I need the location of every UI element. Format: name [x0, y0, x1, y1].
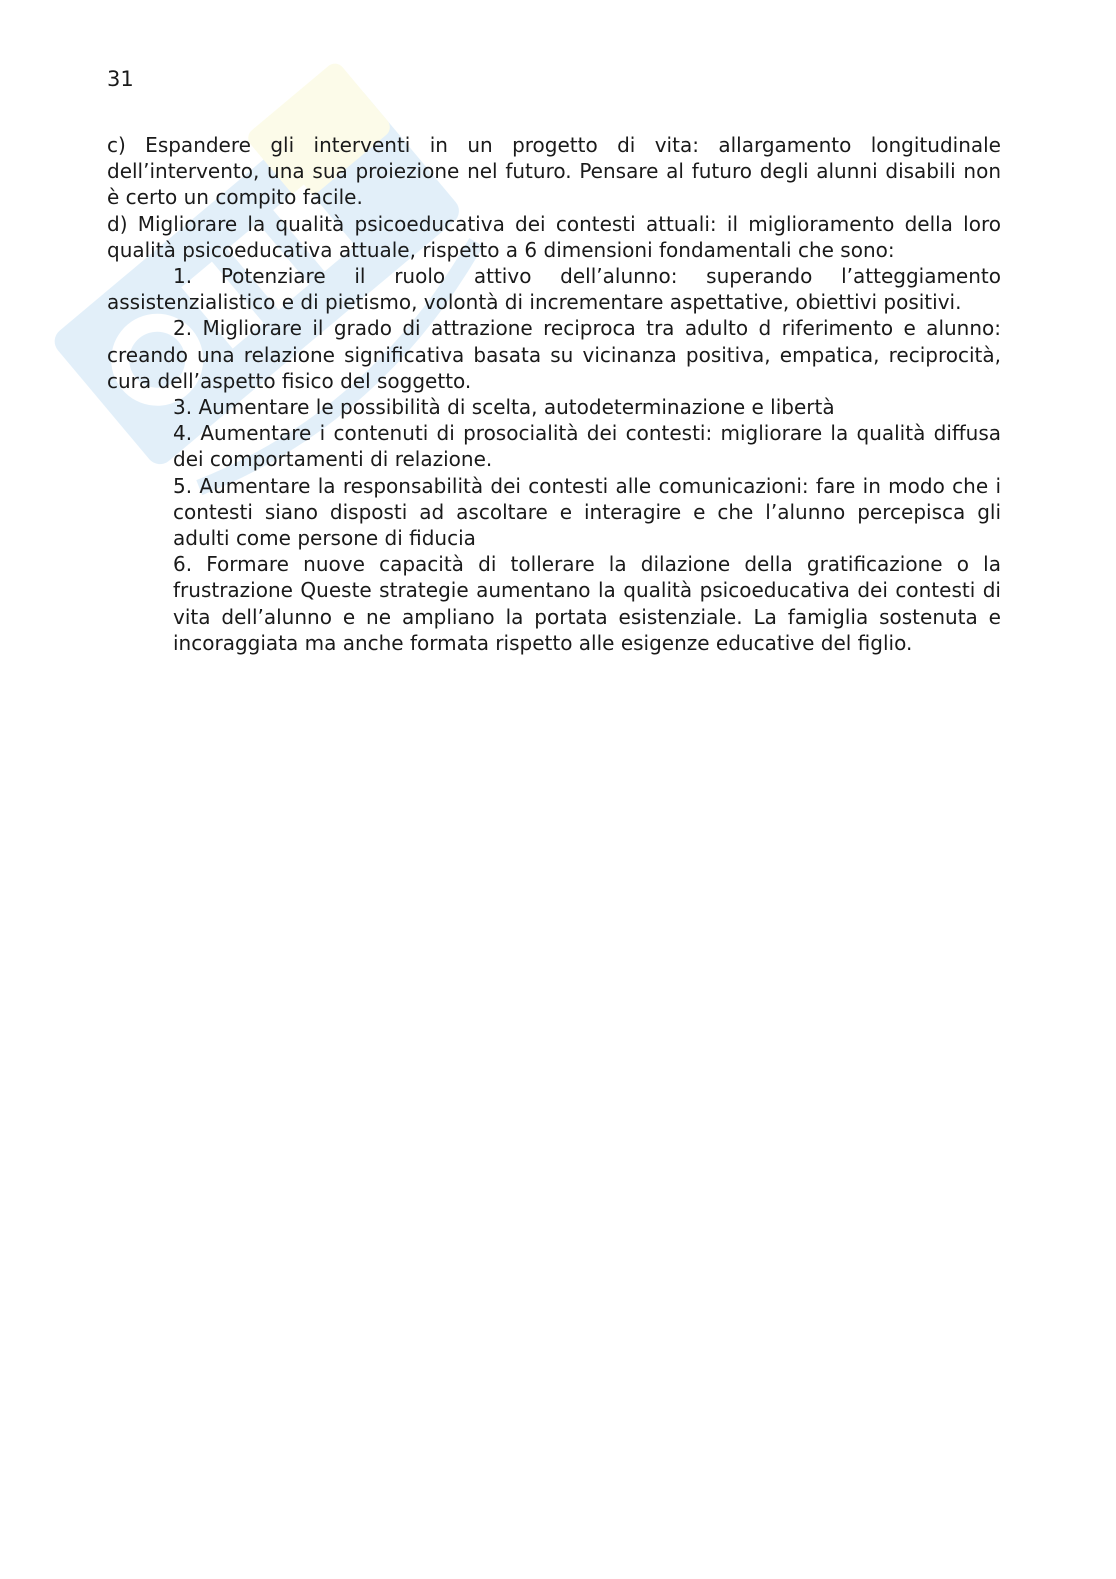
document-body: [107, 132, 1001, 656]
list-item-4: 4. Aumentare i contenuti di prosocialità dei contesti: migliorare la qualità diffusa dei comportamenti di relazione.: [173, 421, 1001, 472]
list-item-6: 6. Formare nuove capacità di tollerare la dilazione della gratificazione o la frustrazione Queste strategie aumentano la qualità psicoeducativa dei contesti di vita dell’alunno e ne ampliano la portata esistenziale. La famiglia sostenuta e incoraggiata ma anche formata rispetto alle esigenze educative del figlio.: [173, 552, 1001, 655]
list-item-1: 1. Potenziare il ruolo attivo dell’alunno: superando l’atteggiamento assistenzialistico e di pietismo, volontà di incrementare aspettative, obiettivi positivi.: [107, 264, 1001, 315]
page-number: 31: [107, 67, 134, 91]
paragraph-c: c) Espandere gli interventi in un progetto di vita: allargamento longitudinale dell’intervento, una sua proiezione nel futuro. Pensare al futuro degli alunni disabili non è certo un compito facile.: [107, 133, 1001, 210]
list-item-5: 5. Aumentare la responsabilità dei contesti alle comunicazioni: fare in modo che i contesti siano disposti ad ascoltare e interagire e che l’alunno percepisca gli adulti come persone di fiducia: [173, 473, 1001, 551]
list-item-3: 3. Aumentare le possibilità di scelta, autodeterminazione e libertà: [173, 395, 835, 420]
list-item-2: 2. Migliorare il grado di attrazione reciproca tra adulto d riferimento e alunno: creando una relazione significativa basata su vicinanza positiva, empatica, reciprocità, cura dell’aspetto fisico del soggetto.: [107, 316, 1001, 393]
paragraph-d: d) Migliorare la qualità psicoeducativa dei contesti attuali: il miglioramento della loro qualità psicoeducativa attuale, rispetto a 6 dimensioni fondamentali che sono:: [107, 211, 1001, 262]
